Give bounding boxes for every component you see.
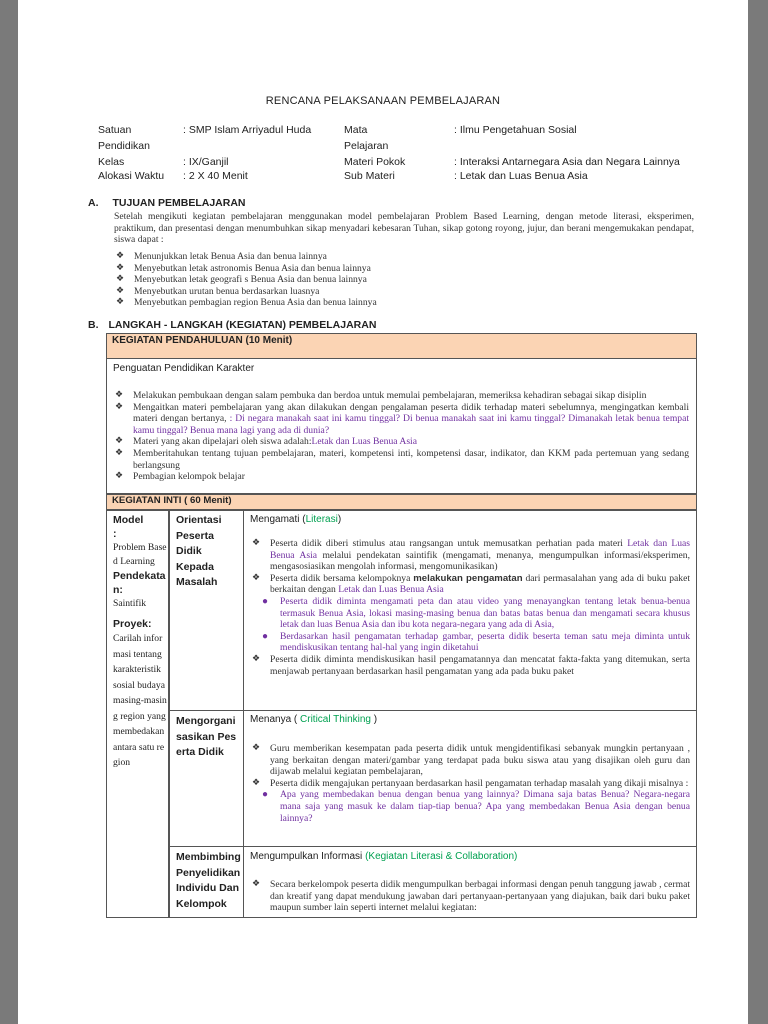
- activity-heading: Mengumpulkan Informasi (Kegiatan Literasi & Collaboration): [250, 851, 518, 862]
- list-item: ❖ Peserta didik bersama kelompoknya melakukan pengamatan dari permasalahan yang ada di buku paket berkaitan dengan Letak dan Luas Benua Asia: [252, 572, 690, 596]
- list-item: ❖ Materi yang akan dipelajari oleh siswa adalah:Letak dan Luas Benua Asia: [115, 436, 417, 448]
- value-materi-pokok: : Interaksi Antarnegara Asia dan Negara Lainnya: [454, 156, 680, 168]
- pendahuluan-box: [106, 358, 697, 494]
- diamond-bullet-icon: ❖: [115, 471, 124, 482]
- activity-menanya: [243, 710, 697, 847]
- section-a-heading: A. TUJUAN PEMBELAJARAN: [88, 197, 246, 209]
- value-mata: : Ilmu Pengetahuan Sosial: [454, 124, 577, 136]
- list-item: ❖ Secara berkelompok peserta didik mengumpulkan berbagai informasi dengan penuh tanggung jawab , cermat dan kreatif yang dapat mendukung jawaban dari pertanyaan-pertanyaan yang diajukan, baik dari buku paket maupun sumber lain seperti internet melalui kegiatan:: [252, 879, 690, 914]
- activity-heading: Menanya ( Critical Thinking ): [250, 714, 378, 725]
- value-alokasi: : 2 X 40 Menit: [183, 170, 248, 182]
- label-satuan: Satuan: [98, 124, 132, 136]
- dot-bullet-icon: ●: [262, 630, 269, 642]
- model-label: Model: [113, 514, 144, 526]
- activity-mengumpulkan: [243, 846, 697, 918]
- list-item: ❖ Peserta didik diminta mendiskusikan hasil pengamatannya dan mencatat fakta-fakta yang ditemukan, serta menjawab pertanyaan berdasarkan hasil pengamatan yang ada pada buku paket: [252, 653, 690, 677]
- phase-membimbing: Membimbing Penyelidikan Individu Dan Kelompok: [169, 846, 244, 918]
- dot-bullet-icon: ●: [262, 595, 269, 607]
- label-satuan-2: Pendidikan: [98, 140, 150, 152]
- label-materi-pokok: Materi Pokok: [344, 156, 406, 168]
- label-alokasi: Alokasi Waktu: [98, 170, 165, 182]
- list-item: ● Apa yang membedakan benua dengan benua yang lainnya? Dimana saja batas Benua? Negara-negara mana saja yang masuk ke dalam tiap-tiap benua? Apa yang membedakan Benua Asia dengan benua lainnya?: [262, 789, 690, 824]
- value-satuan: : SMP Islam Arriyadul Huda: [183, 124, 312, 136]
- dot-bullet-icon: ●: [262, 789, 269, 801]
- diamond-bullet-icon: ❖: [252, 879, 261, 889]
- model-value: Problem Based Learning: [113, 542, 167, 567]
- document-title: RENCANA PELAKSANAAN PEMBELAJARAN: [265, 95, 501, 107]
- list-item: ❖ Peserta didik diberi stimulus atau rangsangan untuk memusatkan perhatian pada materi Letak dan Luas Benua Asia melalui pendekatan saintifik (mengamati, menanya, mengumpulkan informasi/eksperimen, mengasosiasikan mengolah informasi, mengomunikasikan): [252, 538, 690, 573]
- list-item: ❖ Memberitahukan tentang tujuan pembelajaran, materi, kompetensi inti, kompetensi dasar, indikator, dan KKM pada pertemuan yang sedang berlangsung: [115, 447, 689, 471]
- diamond-bullet-icon: ❖: [115, 436, 124, 447]
- proyek-value: Carilah informasi tentang karakteristik sosial budaya masing-masing region yang membedakan antara satu region: [113, 633, 167, 768]
- kegiatan-inti-header: KEGIATAN INTI ( 60 Menit): [106, 494, 697, 510]
- phase-mengorganisasikan: Mengorganisasikan Peserta Didik: [169, 710, 244, 847]
- label-sub-materi: Sub Materi: [344, 170, 395, 182]
- list-item: ● Peserta didik diminta mengamati peta dan atau video yang menayangkan tentang letak benua-benua termasuk Benua Asia, lokasi masing-masing benua dan batas batas benua dan mengamati secara khusus letak dan luas Benua Asia dan ibu kota negara-negara yang ada di Asia,: [262, 595, 690, 631]
- list-item: ❖ Melakukan pembukaan dengan salam pembuka dan berdoa untuk memulai pembelajaran, memeriksa kehadiran sebagai sikap disiplin: [115, 390, 647, 401]
- list-item: ❖ Menyebutkan urutan benua berdasarkan luasnya: [116, 285, 320, 297]
- proyek-label: Proyek:: [113, 618, 152, 630]
- diamond-bullet-icon: ❖: [116, 297, 125, 308]
- model-colon: :: [113, 528, 117, 540]
- diamond-bullet-icon: ❖: [115, 390, 124, 400]
- list-item: ❖ Guru memberikan kesempatan pada peserta didik untuk mengidentifikasi sebanyak mungkin pertanyaan , yang berkaitan dengan materi/gambar yang terdapat pada buku siswa atau yang disajikan oleh guru dan dijawab melalui kegiatan pembelajaran,: [252, 743, 690, 778]
- diamond-bullet-icon: ❖: [252, 777, 261, 788]
- section-b-heading: B. LANGKAH - LANGKAH (KEGIATAN) PEMBELAJARAN: [88, 319, 377, 331]
- kegiatan-pendahuluan-header: KEGIATAN PENDAHULUAN (10 Menit): [106, 333, 697, 359]
- diamond-bullet-icon: ❖: [116, 251, 125, 261]
- diamond-bullet-icon: ❖: [115, 447, 124, 458]
- model-column: [106, 510, 169, 918]
- list-item: ❖ Pembagian kelompok belajar: [115, 471, 245, 483]
- label-kelas: Kelas: [98, 156, 125, 168]
- diamond-bullet-icon: ❖: [252, 743, 261, 753]
- diamond-bullet-icon: ❖: [252, 653, 261, 664]
- label-mata-2: Pelajaran: [344, 140, 389, 152]
- list-item: ● Berdasarkan hasil pengamatan terhadap gambar, peserta didik beserta teman satu meja diminta untuk mendiskusikan tentang hal-hal yang ingin diketahui: [262, 630, 690, 654]
- activity-heading: Mengamati (Literasi): [250, 514, 342, 525]
- label-mata: Mata: [344, 124, 368, 136]
- phase-orientasi: Orientasi Peserta Didik Kepada Masalah: [169, 510, 244, 711]
- pendekatan-label: Pendekatan:: [113, 570, 166, 596]
- list-item: ❖ Menyebutkan pembagian region Benua Asia dan benua lainnya: [116, 297, 377, 309]
- list-item: ❖ Menyebutkan letak geografi s Benua Asia dan benua lainnya: [116, 274, 367, 286]
- diamond-bullet-icon: ❖: [116, 262, 125, 273]
- value-sub-materi: : Letak dan Luas Benua Asia: [454, 170, 588, 182]
- diamond-bullet-icon: ❖: [252, 572, 261, 583]
- list-item: ❖ Peserta didik mengajukan pertanyaan berdasarkan hasil pengamatan terhadap masalah yang dikaji misalnya :: [252, 777, 689, 789]
- diamond-bullet-icon: ❖: [252, 538, 261, 548]
- diamond-bullet-icon: ❖: [116, 274, 125, 285]
- list-item: ❖ Menyebutkan letak astronomis Benua Asia dan benua lainnya: [116, 262, 371, 274]
- activity-mengamati: [243, 510, 697, 711]
- karakter-heading: Penguatan Pendidikan Karakter: [113, 363, 255, 374]
- section-a-paragraph: Setelah mengikuti kegiatan pembelajaran menggunakan model pembelajaran Problem Based Learning, dengan metode literasi, eksperimen, praktikum, dan presentasi dengan menumbuhkan sikap menyadari kebesaran Tuhan, sikap gotong royong, jujur, dan berani mengemukakan pendapat, siswa dapat :: [114, 211, 694, 246]
- list-item: ❖ Menunjukkan letak Benua Asia dan benua lainnya: [116, 251, 327, 262]
- diamond-bullet-icon: ❖: [115, 401, 124, 412]
- document-page: [18, 0, 748, 1024]
- pendekatan-value: Saintifik: [113, 598, 147, 609]
- value-kelas: : IX/Ganjil: [183, 156, 229, 168]
- list-item: ❖ Mengaitkan materi pembelajaran yang akan dilakukan dengan pengalaman peserta didik terhadap materi sebelumnya, mengingatkan kembali materi dengan bertanya, : Di negara manakah saat ini kamu tinggal? Di benua manakah saat ini kamu tinggal? Dimanakah letak benua tempat kamu tinggal? Benua mana lagi yang ada di dunia?: [115, 401, 689, 436]
- diamond-bullet-icon: ❖: [116, 285, 125, 296]
- pendahuluan-list: [113, 390, 689, 483]
- objectives-list: [114, 251, 694, 309]
